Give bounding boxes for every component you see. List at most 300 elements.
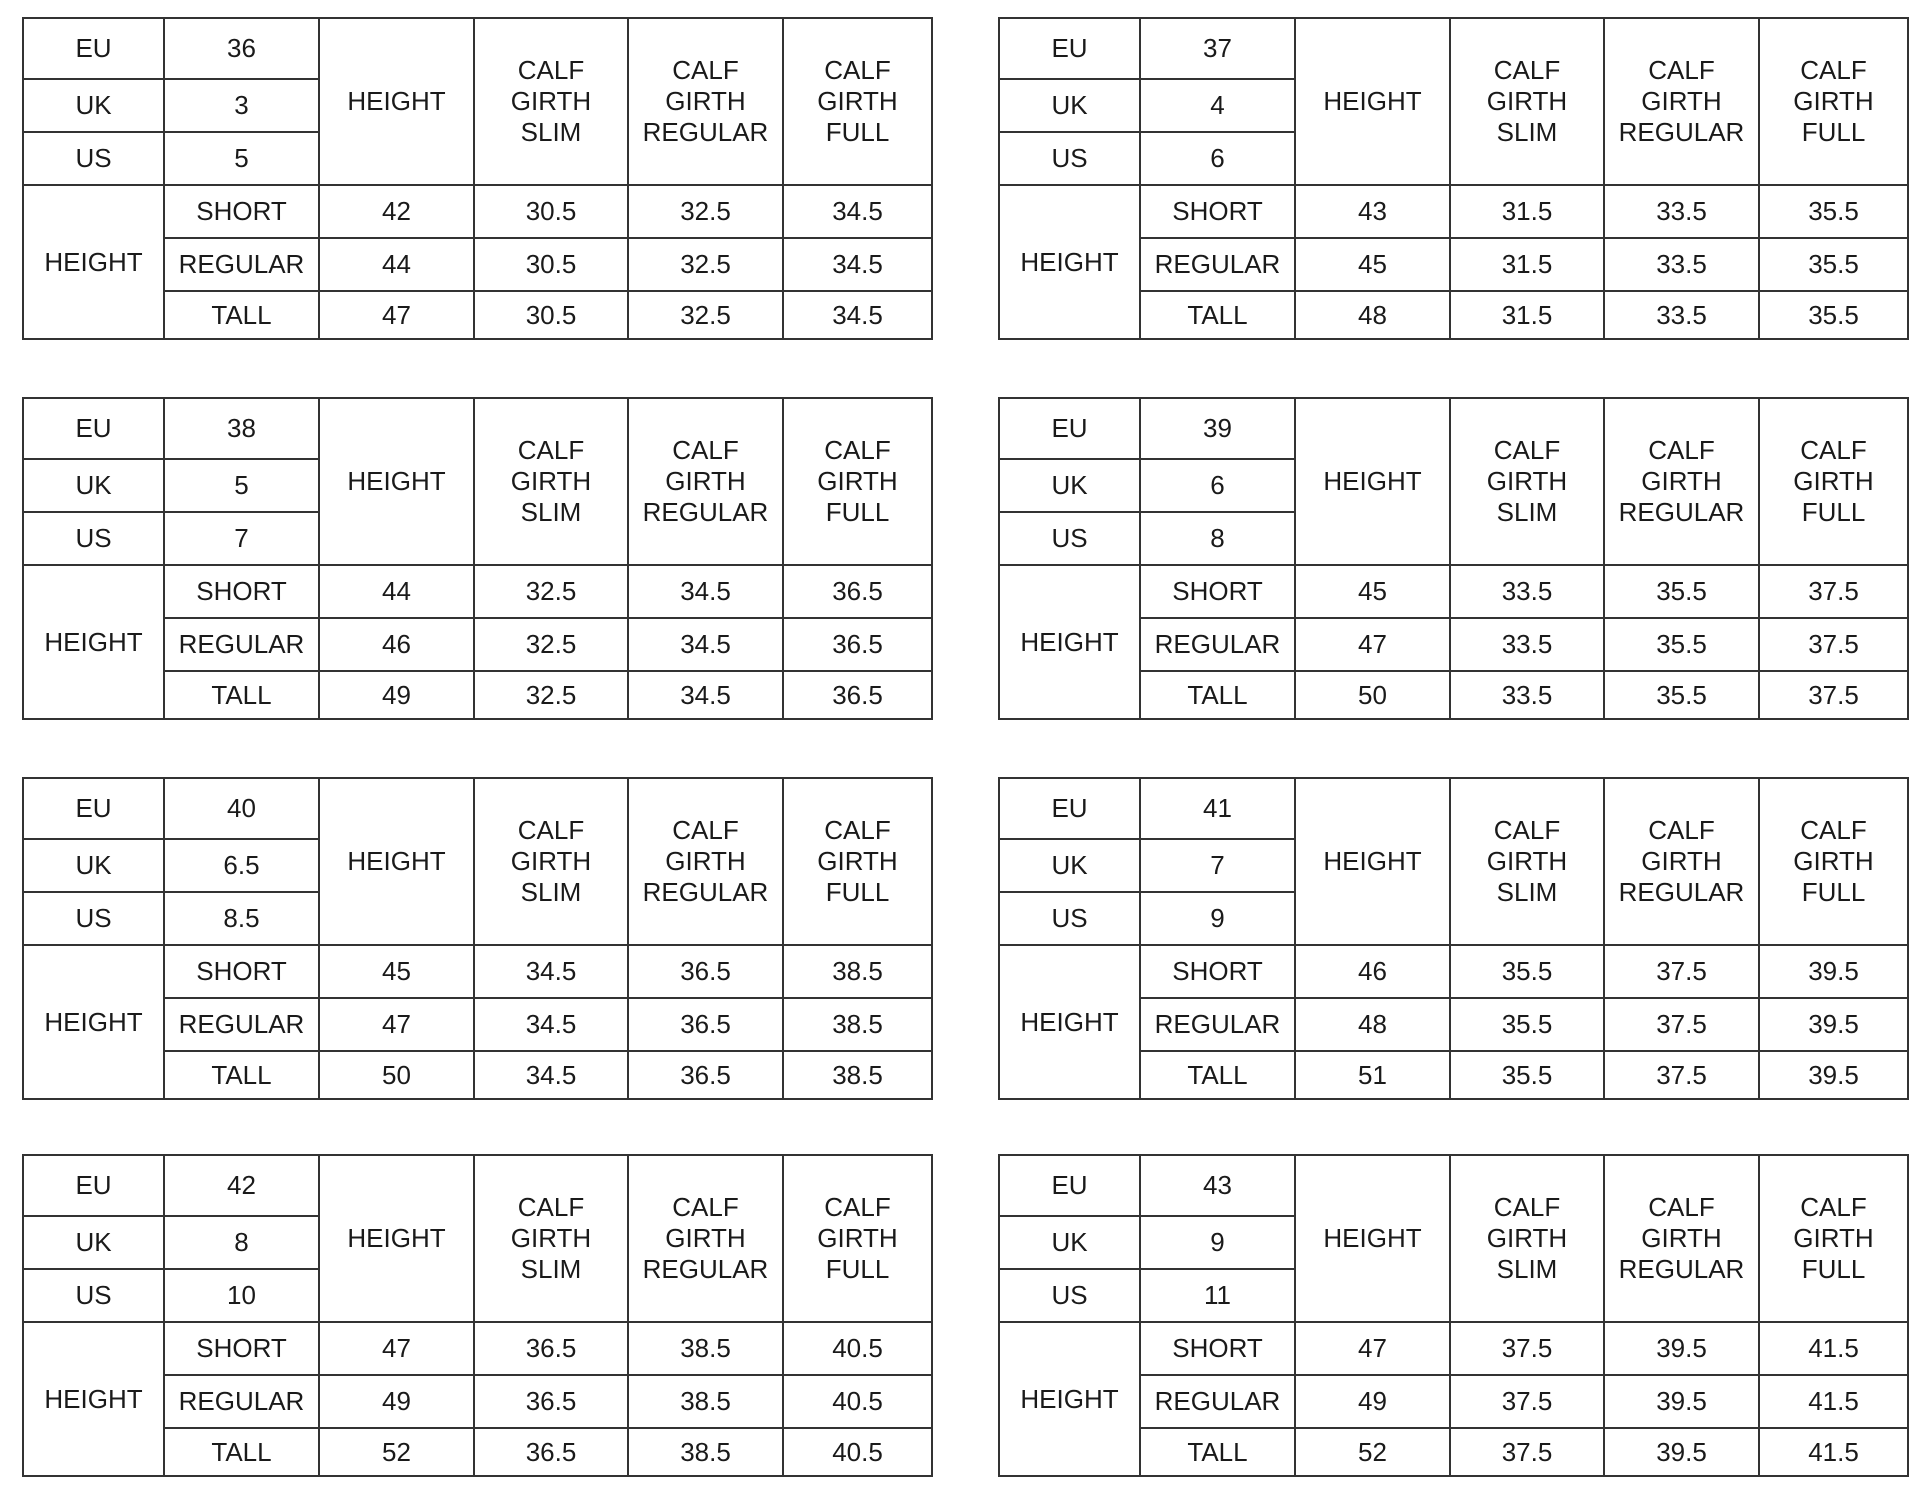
- us-label: US: [999, 1269, 1140, 1322]
- calf-slim-value: 37.5: [1450, 1322, 1604, 1375]
- eu-size-value: 40: [164, 778, 319, 839]
- calf-girth-slim-header-line: SLIM: [1496, 1254, 1558, 1284]
- calf-girth-full-header-line: GIRTH: [817, 466, 898, 496]
- calf-girth-full-header: [1759, 1155, 1908, 1322]
- calf-girth-regular-header: [1604, 18, 1759, 185]
- height-type-short: SHORT: [1140, 1322, 1295, 1375]
- uk-size-value: 5: [164, 459, 319, 512]
- height-value: 50: [319, 1051, 474, 1099]
- calf-regular-value: 39.5: [1604, 1322, 1759, 1375]
- calf-girth-regular-header-line: GIRTH: [1641, 86, 1722, 116]
- height-type-short: SHORT: [164, 1322, 319, 1375]
- height-value: 47: [319, 998, 474, 1051]
- calf-full-value: 35.5: [1759, 238, 1908, 291]
- height-type-tall: TALL: [1140, 291, 1295, 339]
- height-group-label: HEIGHT: [999, 185, 1140, 339]
- height-type-tall: TALL: [164, 1051, 319, 1099]
- uk-label: UK: [23, 459, 164, 512]
- calf-regular-value: 37.5: [1604, 998, 1759, 1051]
- size-table-eu-37: [998, 17, 1909, 340]
- height-row-short: [999, 1322, 1908, 1375]
- calf-girth-regular-header-line: REGULAR: [642, 117, 769, 147]
- calf-girth-regular-header-line: REGULAR: [642, 497, 769, 527]
- calf-girth-regular-header-line: REGULAR: [642, 1254, 769, 1284]
- height-group-label: HEIGHT: [23, 185, 164, 339]
- height-type-regular: REGULAR: [1140, 998, 1295, 1051]
- height-group-label: HEIGHT: [23, 945, 164, 1099]
- us-label: US: [999, 132, 1140, 185]
- calf-slim-value: 35.5: [1450, 998, 1604, 1051]
- height-type-tall: TALL: [1140, 1051, 1295, 1099]
- size-table-eu-38: [22, 397, 933, 720]
- calf-regular-value: 37.5: [1604, 945, 1759, 998]
- calf-girth-slim-header-line: SLIM: [520, 497, 582, 527]
- calf-regular-value: 36.5: [628, 998, 783, 1051]
- size-table-eu-39: [998, 397, 1909, 720]
- eu-size-value: 38: [164, 398, 319, 459]
- uk-label: UK: [999, 459, 1140, 512]
- us-label: US: [23, 512, 164, 565]
- us-size-value: 8: [1140, 512, 1295, 565]
- us-size-value: 8.5: [164, 892, 319, 945]
- us-size-value: 6: [1140, 132, 1295, 185]
- calf-girth-full-header-line: GIRTH: [817, 846, 898, 876]
- calf-girth-slim-header: [474, 18, 628, 185]
- calf-girth-slim-header-line: GIRTH: [1486, 466, 1568, 496]
- us-label: US: [23, 1269, 164, 1322]
- calf-girth-regular-header-line: REGULAR: [1618, 117, 1745, 147]
- calf-girth-full-header-line: GIRTH: [817, 1223, 898, 1253]
- calf-girth-slim-header-line: GIRTH: [510, 1223, 592, 1253]
- eu-size-value: 42: [164, 1155, 319, 1216]
- calf-slim-value: 36.5: [474, 1375, 628, 1428]
- uk-size-value: 9: [1140, 1216, 1295, 1269]
- eu-row: [23, 398, 932, 459]
- calf-regular-value: 39.5: [1604, 1428, 1759, 1476]
- calf-girth-full-header-line: CALF: [1800, 815, 1867, 845]
- calf-slim-value: 35.5: [1450, 1051, 1604, 1099]
- calf-girth-slim-header: [474, 398, 628, 565]
- height-type-short: SHORT: [1140, 185, 1295, 238]
- height-column-header: HEIGHT: [1295, 778, 1450, 945]
- calf-full-value: 40.5: [783, 1375, 932, 1428]
- height-type-tall: TALL: [164, 1428, 319, 1476]
- calf-girth-regular-header-line: CALF: [1648, 55, 1715, 85]
- uk-label: UK: [23, 839, 164, 892]
- height-type-regular: REGULAR: [1140, 238, 1295, 291]
- calf-girth-slim-header-line: CALF: [517, 815, 585, 845]
- calf-regular-value: 35.5: [1604, 618, 1759, 671]
- height-value: 52: [319, 1428, 474, 1476]
- height-type-regular: REGULAR: [164, 238, 319, 291]
- calf-regular-value: 39.5: [1604, 1375, 1759, 1428]
- calf-girth-full-header-line: GIRTH: [1793, 86, 1874, 116]
- us-label: US: [23, 132, 164, 185]
- calf-slim-value: 33.5: [1450, 618, 1604, 671]
- calf-regular-value: 32.5: [628, 291, 783, 339]
- eu-row: [999, 18, 1908, 79]
- calf-girth-slim-header-line: GIRTH: [510, 466, 592, 496]
- calf-girth-full-header-line: FULL: [1801, 877, 1866, 907]
- calf-girth-regular-header-line: GIRTH: [1641, 466, 1722, 496]
- eu-label: EU: [23, 778, 164, 839]
- eu-size-value: 37: [1140, 18, 1295, 79]
- calf-girth-regular-header-line: REGULAR: [642, 877, 769, 907]
- calf-regular-value: 36.5: [628, 945, 783, 998]
- calf-girth-slim-header: [1450, 398, 1604, 565]
- calf-slim-value: 32.5: [474, 565, 628, 618]
- us-label: US: [999, 512, 1140, 565]
- calf-girth-regular-header-line: GIRTH: [665, 86, 746, 116]
- eu-label: EU: [999, 398, 1140, 459]
- height-value: 50: [1295, 671, 1450, 719]
- eu-row: [23, 1155, 932, 1216]
- calf-girth-regular-header: [1604, 398, 1759, 565]
- calf-girth-slim-header: [1450, 18, 1604, 185]
- eu-size-value: 36: [164, 18, 319, 79]
- calf-girth-slim-header-line: GIRTH: [510, 86, 592, 116]
- eu-label: EU: [999, 18, 1140, 79]
- calf-full-value: 34.5: [783, 185, 932, 238]
- uk-size-value: 6.5: [164, 839, 319, 892]
- calf-full-value: 34.5: [783, 238, 932, 291]
- eu-size-value: 41: [1140, 778, 1295, 839]
- height-type-regular: REGULAR: [1140, 1375, 1295, 1428]
- height-type-regular: REGULAR: [164, 1375, 319, 1428]
- calf-girth-full-header-line: GIRTH: [1793, 846, 1874, 876]
- height-type-short: SHORT: [1140, 565, 1295, 618]
- calf-full-value: 35.5: [1759, 291, 1908, 339]
- calf-girth-full-header-line: FULL: [825, 877, 890, 907]
- calf-slim-value: 34.5: [474, 945, 628, 998]
- size-table-eu-42: [22, 1154, 933, 1477]
- uk-label: UK: [23, 79, 164, 132]
- eu-label: EU: [23, 18, 164, 79]
- calf-girth-full-header: [783, 778, 932, 945]
- calf-girth-full-header-line: GIRTH: [817, 86, 898, 116]
- calf-full-value: 37.5: [1759, 565, 1908, 618]
- calf-girth-regular-header-line: REGULAR: [1618, 877, 1745, 907]
- height-type-tall: TALL: [164, 671, 319, 719]
- height-column-header: HEIGHT: [1295, 18, 1450, 185]
- height-value: 44: [319, 238, 474, 291]
- height-value: 45: [1295, 565, 1450, 618]
- calf-girth-full-header-line: CALF: [824, 435, 891, 465]
- height-value: 47: [1295, 1322, 1450, 1375]
- calf-regular-value: 34.5: [628, 618, 783, 671]
- calf-slim-value: 36.5: [474, 1428, 628, 1476]
- calf-slim-value: 35.5: [1450, 945, 1604, 998]
- calf-girth-slim-header-line: GIRTH: [1486, 846, 1568, 876]
- calf-regular-value: 34.5: [628, 565, 783, 618]
- eu-label: EU: [23, 398, 164, 459]
- uk-label: UK: [999, 79, 1140, 132]
- calf-girth-full-header-line: CALF: [824, 815, 891, 845]
- calf-regular-value: 33.5: [1604, 238, 1759, 291]
- calf-girth-full-header-line: FULL: [1801, 117, 1866, 147]
- calf-full-value: 39.5: [1759, 945, 1908, 998]
- calf-girth-regular-header-line: CALF: [1648, 435, 1715, 465]
- calf-girth-full-header: [1759, 778, 1908, 945]
- calf-slim-value: 32.5: [474, 671, 628, 719]
- height-row-short: [23, 565, 932, 618]
- calf-regular-value: 33.5: [1604, 291, 1759, 339]
- calf-girth-slim-header-line: GIRTH: [1486, 86, 1568, 116]
- calf-full-value: 39.5: [1759, 1051, 1908, 1099]
- height-column-header: HEIGHT: [319, 398, 474, 565]
- calf-girth-full-header: [783, 1155, 932, 1322]
- calf-full-value: 37.5: [1759, 618, 1908, 671]
- height-row-short: [23, 185, 932, 238]
- height-type-tall: TALL: [1140, 1428, 1295, 1476]
- calf-full-value: 41.5: [1759, 1375, 1908, 1428]
- calf-girth-regular-header-line: CALF: [1648, 1192, 1715, 1222]
- calf-girth-slim-header-line: SLIM: [520, 877, 582, 907]
- us-size-value: 10: [164, 1269, 319, 1322]
- calf-full-value: 36.5: [783, 671, 932, 719]
- height-value: 49: [319, 671, 474, 719]
- eu-row: [999, 778, 1908, 839]
- calf-girth-regular-header-line: REGULAR: [1618, 497, 1745, 527]
- calf-regular-value: 38.5: [628, 1375, 783, 1428]
- height-value: 46: [1295, 945, 1450, 998]
- calf-slim-value: 33.5: [1450, 671, 1604, 719]
- calf-girth-full-header-line: GIRTH: [1793, 1223, 1874, 1253]
- calf-girth-slim-header: [474, 1155, 628, 1322]
- height-group-label: HEIGHT: [23, 1322, 164, 1476]
- height-column-header: HEIGHT: [319, 1155, 474, 1322]
- calf-girth-regular-header: [1604, 778, 1759, 945]
- calf-girth-slim-header-line: SLIM: [520, 117, 582, 147]
- calf-girth-regular-header-line: CALF: [672, 55, 739, 85]
- calf-girth-full-header: [783, 18, 932, 185]
- calf-girth-regular-header-line: GIRTH: [1641, 1223, 1722, 1253]
- height-row-short: [23, 945, 932, 998]
- height-column-header: HEIGHT: [319, 18, 474, 185]
- us-label: US: [23, 892, 164, 945]
- eu-row: [999, 398, 1908, 459]
- calf-girth-slim-header-line: GIRTH: [1486, 1223, 1568, 1253]
- calf-girth-full-header-line: CALF: [824, 1192, 891, 1222]
- calf-regular-value: 35.5: [1604, 565, 1759, 618]
- size-table-eu-36: [22, 17, 933, 340]
- calf-regular-value: 36.5: [628, 1051, 783, 1099]
- uk-size-value: 6: [1140, 459, 1295, 512]
- eu-row: [23, 18, 932, 79]
- eu-row: [23, 778, 932, 839]
- calf-full-value: 41.5: [1759, 1428, 1908, 1476]
- calf-girth-full-header-line: CALF: [1800, 1192, 1867, 1222]
- calf-full-value: 34.5: [783, 291, 932, 339]
- height-type-tall: TALL: [1140, 671, 1295, 719]
- calf-regular-value: 34.5: [628, 671, 783, 719]
- eu-label: EU: [999, 778, 1140, 839]
- calf-girth-slim-header-line: CALF: [517, 1192, 585, 1222]
- height-value: 43: [1295, 185, 1450, 238]
- uk-label: UK: [23, 1216, 164, 1269]
- calf-slim-value: 34.5: [474, 998, 628, 1051]
- calf-regular-value: 32.5: [628, 238, 783, 291]
- calf-girth-regular-header-line: REGULAR: [1618, 1254, 1745, 1284]
- calf-full-value: 36.5: [783, 618, 932, 671]
- height-value: 47: [1295, 618, 1450, 671]
- height-type-tall: TALL: [164, 291, 319, 339]
- calf-girth-slim-header-line: CALF: [1493, 1192, 1561, 1222]
- calf-slim-value: 30.5: [474, 185, 628, 238]
- us-size-value: 7: [164, 512, 319, 565]
- calf-full-value: 37.5: [1759, 671, 1908, 719]
- calf-girth-full-header: [1759, 398, 1908, 565]
- size-table-eu-43: [998, 1154, 1909, 1477]
- height-value: 45: [319, 945, 474, 998]
- calf-slim-value: 30.5: [474, 291, 628, 339]
- calf-girth-slim-header: [474, 778, 628, 945]
- calf-girth-slim-header: [1450, 1155, 1604, 1322]
- calf-slim-value: 37.5: [1450, 1375, 1604, 1428]
- height-type-regular: REGULAR: [164, 618, 319, 671]
- height-row-short: [999, 945, 1908, 998]
- height-value: 42: [319, 185, 474, 238]
- height-value: 45: [1295, 238, 1450, 291]
- calf-full-value: 38.5: [783, 945, 932, 998]
- calf-girth-full-header-line: FULL: [825, 1254, 890, 1284]
- us-size-value: 9: [1140, 892, 1295, 945]
- calf-slim-value: 36.5: [474, 1322, 628, 1375]
- calf-girth-slim-header-line: CALF: [1493, 55, 1561, 85]
- uk-label: UK: [999, 1216, 1140, 1269]
- calf-girth-full-header-line: CALF: [1800, 435, 1867, 465]
- height-value: 49: [319, 1375, 474, 1428]
- height-column-header: HEIGHT: [1295, 398, 1450, 565]
- us-size-value: 5: [164, 132, 319, 185]
- calf-girth-regular-header-line: GIRTH: [1641, 846, 1722, 876]
- calf-regular-value: 38.5: [628, 1322, 783, 1375]
- eu-label: EU: [23, 1155, 164, 1216]
- height-group-label: HEIGHT: [999, 945, 1140, 1099]
- calf-full-value: 41.5: [1759, 1322, 1908, 1375]
- calf-girth-full-header-line: GIRTH: [1793, 466, 1874, 496]
- uk-label: UK: [999, 839, 1140, 892]
- calf-girth-regular-header-line: GIRTH: [665, 466, 746, 496]
- height-value: 48: [1295, 291, 1450, 339]
- size-table-eu-41: [998, 777, 1909, 1100]
- calf-regular-value: 38.5: [628, 1428, 783, 1476]
- height-group-label: HEIGHT: [999, 1322, 1140, 1476]
- calf-girth-full-header: [783, 398, 932, 565]
- height-value: 46: [319, 618, 474, 671]
- eu-size-value: 39: [1140, 398, 1295, 459]
- height-type-short: SHORT: [164, 185, 319, 238]
- height-type-regular: REGULAR: [164, 998, 319, 1051]
- calf-girth-regular-header: [628, 18, 783, 185]
- calf-regular-value: 35.5: [1604, 671, 1759, 719]
- calf-girth-slim-header-line: CALF: [1493, 435, 1561, 465]
- calf-girth-slim-header-line: SLIM: [1496, 117, 1558, 147]
- calf-slim-value: 30.5: [474, 238, 628, 291]
- height-value: 52: [1295, 1428, 1450, 1476]
- calf-girth-regular-header: [628, 1155, 783, 1322]
- calf-full-value: 39.5: [1759, 998, 1908, 1051]
- calf-girth-regular-header-line: GIRTH: [665, 1223, 746, 1253]
- calf-girth-slim-header-line: GIRTH: [510, 846, 592, 876]
- calf-slim-value: 32.5: [474, 618, 628, 671]
- height-value: 51: [1295, 1051, 1450, 1099]
- uk-size-value: 3: [164, 79, 319, 132]
- calf-girth-slim-header-line: CALF: [517, 55, 585, 85]
- us-label: US: [999, 892, 1140, 945]
- calf-girth-regular-header: [628, 398, 783, 565]
- calf-slim-value: 33.5: [1450, 565, 1604, 618]
- calf-girth-full-header-line: CALF: [1800, 55, 1867, 85]
- calf-girth-slim-header-line: CALF: [1493, 815, 1561, 845]
- height-value: 49: [1295, 1375, 1450, 1428]
- height-value: 48: [1295, 998, 1450, 1051]
- height-row-short: [999, 185, 1908, 238]
- calf-girth-slim-header-line: CALF: [517, 435, 585, 465]
- calf-girth-regular-header: [628, 778, 783, 945]
- height-group-label: HEIGHT: [999, 565, 1140, 719]
- calf-slim-value: 34.5: [474, 1051, 628, 1099]
- calf-slim-value: 31.5: [1450, 185, 1604, 238]
- calf-regular-value: 32.5: [628, 185, 783, 238]
- calf-girth-regular-header-line: CALF: [672, 815, 739, 845]
- calf-girth-regular-header-line: CALF: [1648, 815, 1715, 845]
- calf-girth-regular-header-line: CALF: [672, 435, 739, 465]
- calf-full-value: 38.5: [783, 998, 932, 1051]
- calf-slim-value: 31.5: [1450, 291, 1604, 339]
- calf-full-value: 35.5: [1759, 185, 1908, 238]
- calf-slim-value: 31.5: [1450, 238, 1604, 291]
- height-value: 47: [319, 291, 474, 339]
- height-type-short: SHORT: [1140, 945, 1295, 998]
- calf-regular-value: 37.5: [1604, 1051, 1759, 1099]
- height-type-short: SHORT: [164, 945, 319, 998]
- calf-girth-slim-header-line: SLIM: [520, 1254, 582, 1284]
- calf-girth-slim-header-line: SLIM: [1496, 877, 1558, 907]
- height-value: 47: [319, 1322, 474, 1375]
- calf-full-value: 38.5: [783, 1051, 932, 1099]
- calf-girth-regular-header-line: GIRTH: [665, 846, 746, 876]
- calf-girth-full-header: [1759, 18, 1908, 185]
- height-row-short: [23, 1322, 932, 1375]
- height-value: 44: [319, 565, 474, 618]
- eu-size-value: 43: [1140, 1155, 1295, 1216]
- size-table-eu-40: [22, 777, 933, 1100]
- calf-girth-full-header-line: CALF: [824, 55, 891, 85]
- calf-girth-slim-header: [1450, 778, 1604, 945]
- height-column-header: HEIGHT: [1295, 1155, 1450, 1322]
- height-group-label: HEIGHT: [23, 565, 164, 719]
- eu-label: EU: [999, 1155, 1140, 1216]
- height-type-short: SHORT: [164, 565, 319, 618]
- calf-girth-slim-header-line: SLIM: [1496, 497, 1558, 527]
- calf-girth-full-header-line: FULL: [1801, 497, 1866, 527]
- calf-full-value: 36.5: [783, 565, 932, 618]
- eu-row: [999, 1155, 1908, 1216]
- height-column-header: HEIGHT: [319, 778, 474, 945]
- calf-full-value: 40.5: [783, 1428, 932, 1476]
- uk-size-value: 8: [164, 1216, 319, 1269]
- calf-full-value: 40.5: [783, 1322, 932, 1375]
- calf-girth-full-header-line: FULL: [825, 497, 890, 527]
- calf-slim-value: 37.5: [1450, 1428, 1604, 1476]
- calf-girth-full-header-line: FULL: [825, 117, 890, 147]
- height-row-short: [999, 565, 1908, 618]
- calf-girth-regular-header: [1604, 1155, 1759, 1322]
- us-size-value: 11: [1140, 1269, 1295, 1322]
- uk-size-value: 4: [1140, 79, 1295, 132]
- calf-girth-full-header-line: FULL: [1801, 1254, 1866, 1284]
